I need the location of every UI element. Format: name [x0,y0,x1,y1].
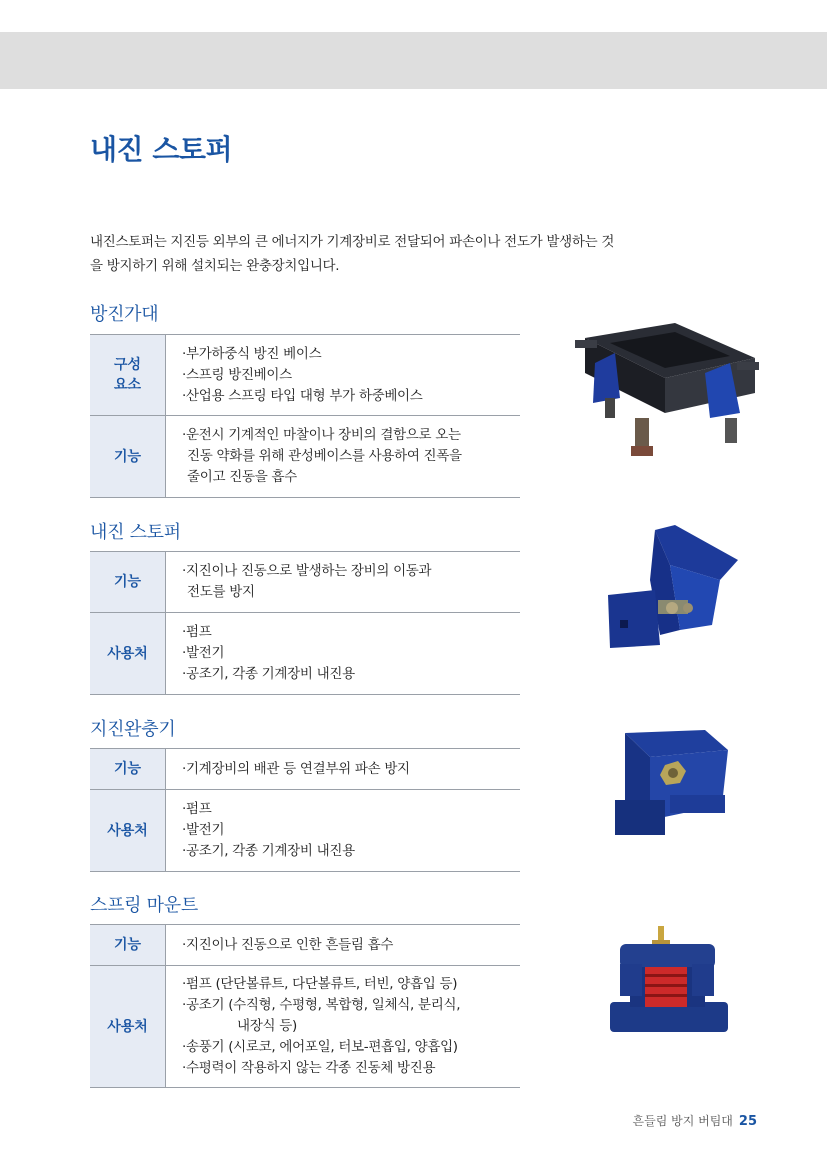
row-content: ·지진이나 진동으로 발생하는 장비의 이동과 전도를 방지 [182,563,432,600]
table-row [90,335,520,416]
intro-line: 내진스토퍼는 지진등 외부의 큰 에너지가 기계장비로 전달되어 파손이나 전도가 발생하는 것 [90,234,615,250]
table-row [90,790,520,872]
spec-table-damper [90,748,520,872]
spring-mount-photo [600,922,735,1037]
vibration-base-photo [565,318,765,468]
row-header: 사용처 [90,790,166,871]
section-title-base: 방진가대 [90,304,159,325]
table-row [90,416,520,498]
spec-table-stopper [90,551,520,695]
page-title: 내진 스토퍼 [90,133,232,166]
row-content: ·펌프 (단단볼류트, 다단볼류트, 터빈, 양흡입 등) ·공조기 (수직형, 수평형, 복합형, 일체식, 분리식, 내장식 등) ·송풍기 (시로코, 에어포일, 터보-편흡입, 양흡입) ·수평력이 작용하지 않는 각종 진동체 방진용 [182,976,461,1076]
header-bar [0,32,827,89]
row-content: ·기계장비의 배관 등 연결부위 파손 방지 [182,760,410,777]
intro-line: 을 방지하기 위해 설치되는 완충장치입니다. [90,258,340,274]
intro-text [90,230,615,278]
seismic-damper-photo [610,725,735,840]
spec-table-mount [90,924,520,1088]
row-header: 기능 [90,749,166,789]
table-row [90,966,520,1088]
table-row [90,613,520,695]
page-footer [633,1112,757,1129]
row-header: 기능 [90,416,166,497]
row-content: ·펌프 ·발전기 ·공조기, 각종 기계장비 내진용 [182,624,355,682]
row-header: 기능 [90,925,166,965]
table-row [90,925,520,966]
section-title-damper: 지진완충기 [90,719,176,740]
spec-table-base [90,334,520,498]
row-content: ·부가하중식 방진 베이스 ·스프링 방진베이스 ·산업용 스프링 타입 대형 부가 하중베이스 [182,345,423,404]
section-title-stopper: 내진 스토퍼 [90,522,181,543]
section-title-mount: 스프링 마운트 [90,895,198,916]
row-header: 사용처 [90,966,166,1087]
page-number: 25 [738,1114,757,1129]
row-header: 사용처 [90,613,166,694]
seismic-stopper-photo [600,520,745,650]
row-content: ·펌프 ·발전기 ·공조기, 각종 기계장비 내진용 [182,801,355,859]
table-row [90,749,520,790]
row-header: 구성 요소 [90,335,166,415]
footer-text: 흔들림 방지 버팀대 [632,1114,733,1128]
table-row [90,552,520,613]
row-content: ·지진이나 진동으로 인한 흔들림 흡수 [182,936,394,953]
row-header: 기능 [90,552,166,612]
row-content: ·운전시 기계적인 마찰이나 장비의 결함으로 오는 진동 약화를 위해 관성베이스를 사용하여 진폭을 줄이고 진동을 흡수 [182,427,462,485]
